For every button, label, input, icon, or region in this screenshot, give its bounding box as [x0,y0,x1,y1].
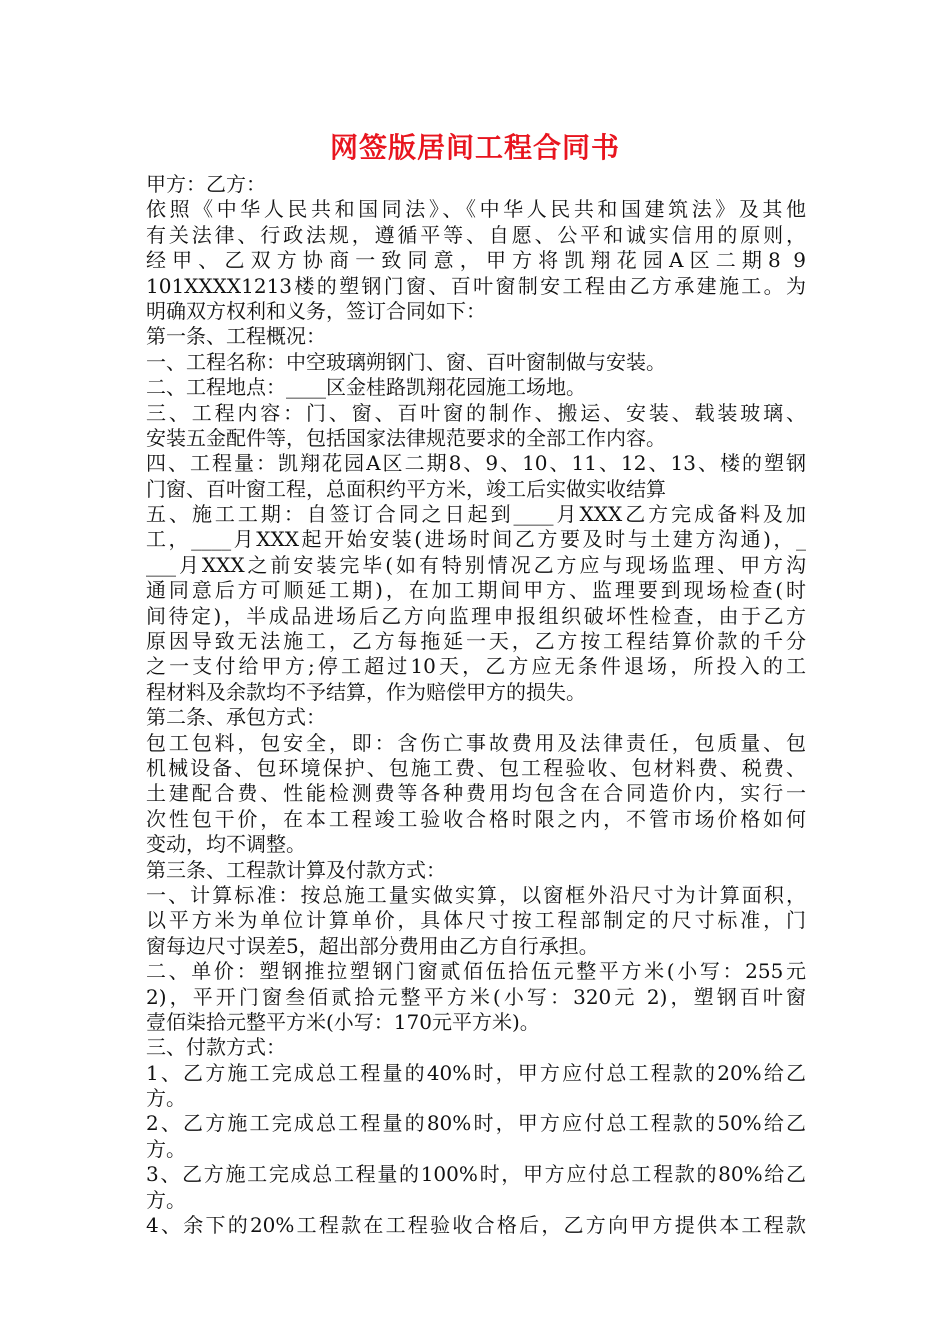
text-line: 工，____月XXX起开始安装(进场时间乙方要及时与土建方沟通)，_ [146,527,806,552]
text-line: 包工包料，包安全，即：含伤亡事故费用及法律责任，包质量、包 [146,730,806,755]
text-line: 土建配合费、性能检测费等各种费用均包含在合同造价内，实行一 [146,781,806,806]
text-line: 间待定)，半成品进场后乙方向监理申报组织破坏性检查，由于乙方 [146,603,806,628]
text-line: 4、余下的20%工程款在工程验收合格后，乙方向甲方提供本工程款 [146,1213,806,1238]
text-line: 第三条、工程款计算及付款方式： [146,857,446,882]
text-line: 经甲、乙双方协商一致同意，甲方将凯翔花园A区二期8 9 [146,248,806,273]
text-line: 3、乙方施工完成总工程量的100%时，甲方应付总工程款的80%给乙 [146,1162,806,1187]
text-line: 三、工程内容：门、窗、百叶窗的制作、搬运、安装、载装玻璃、 [146,400,806,425]
text-line: 壹佰柒拾元整平方米(小写：170元平方米)。 [146,1009,540,1034]
text-line: 二、工程地点：____区金桂路凯翔花园施工场地。 [146,375,586,400]
text-line: 变动，均不调整。 [146,832,306,857]
text-line: 明确双方权利和义务，签订合同如下： [146,298,486,323]
text-line: 方。 [146,1136,186,1161]
text-line: 程材料及余款均不予结算，作为赔偿甲方的损失。 [146,679,586,704]
text-line: 有关法律、行政法规，遵循平等、自愿、公平和诚实信用的原则， [146,222,806,247]
text-line: 四、工程量：凯翔花园A区二期8、9、10、11、12、13、楼的塑钢 [146,451,806,476]
text-line: 次性包干价，在本工程竣工验收合格时限之内，不管市场价格如何 [146,806,806,831]
text-line: 机械设备、包环境保护、包施工费、包工程验收、包材料费、税费、 [146,755,806,780]
text-line: 2、乙方施工完成总工程量的80%时，甲方应付总工程款的50%给乙 [146,1111,806,1136]
text-line: 门窗、百叶窗工程，总面积约平方米，竣工后实做实收结算 [146,476,666,501]
text-line: 依照《中华人民共和国同法》、《中华人民共和国建筑法》及其他 [146,197,806,222]
text-line: 窗每边尺寸误差5，超出部分费用由乙方自行承担。 [146,933,599,958]
document-body [146,172,806,1238]
text-line: 通同意后方可顺延工期)，在加工期间甲方、监理要到现场检查(时 [146,578,806,603]
text-line: 方。 [146,1187,186,1212]
text-line: 以平方米为单位计算单价，具体尺寸按工程部制定的尺寸标准，门 [146,908,806,933]
text-line: ___月XXX之前安装完毕(如有特别情况乙方应与现场监理、甲方沟 [146,552,806,577]
text-line: 三、付款方式： [146,1035,286,1060]
text-line: 一、计算标准：按总施工量实做实算，以窗框外沿尺寸为计算面积， [146,882,806,907]
text-line: 一、工程名称：中空玻璃朔钢门、窗、百叶窗制做与安装。 [146,349,666,374]
text-line: 第二条、承包方式： [146,705,326,730]
text-line: 第一条、工程概况： [146,324,326,349]
text-line: 二、单价：塑钢推拉塑钢门窗贰佰伍拾伍元整平方米(小写：255元 [146,959,806,984]
text-line: 五、施工工期：自签订合同之日起到____月XXX乙方完成备料及加 [146,502,806,527]
text-line: 之一支付给甲方;停工超过10天，乙方应无条件退场，所投入的工 [146,654,806,679]
text-line: 安装五金配件等，包括国家法律规范要求的全部工作内容。 [146,425,666,450]
text-line: 甲方：乙方： [146,172,266,196]
text-line: 101XXXX1213楼的塑钢门窗、百叶窗制安工程由乙方承建施工。为 [146,273,806,298]
document-title: 网签版居间工程合同书 [329,131,620,164]
text-line: 原因导致无法施工，乙方每拖延一天，乙方按工程结算价款的千分 [146,629,806,654]
text-line: 2)，平开门窗叁佰贰拾元整平方米(小写：320元 2)，塑钢百叶窗 [146,984,806,1009]
text-line: 1、乙方施工完成总工程量的40%时，甲方应付总工程款的20%给乙 [146,1060,806,1085]
text-line: 方。 [146,1086,186,1111]
